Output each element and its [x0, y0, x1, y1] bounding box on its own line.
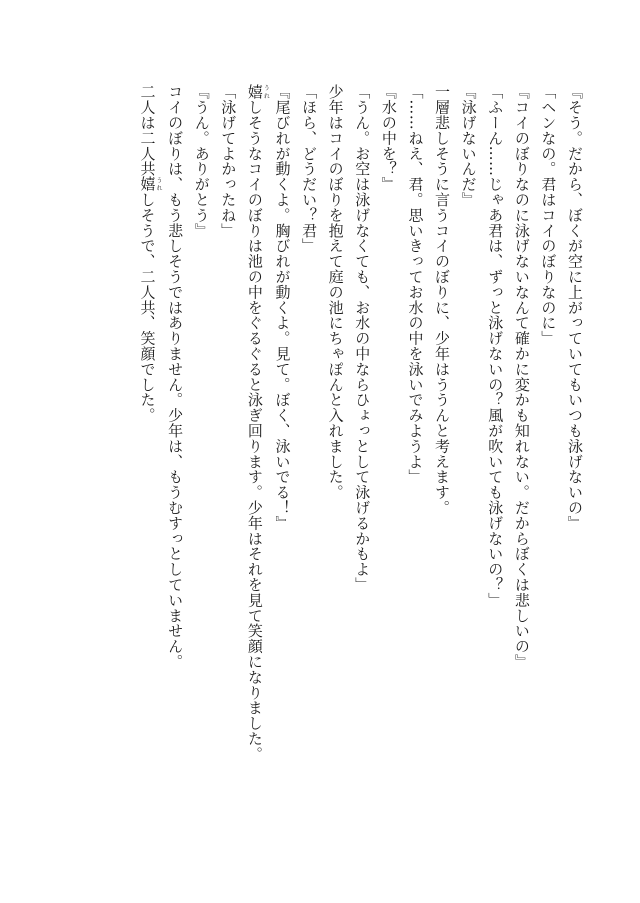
text-line: 『うん。ありがとう』 — [192, 84, 211, 238]
text-line: 『尾びれが動くよ。胸びれが動くよ。見て。ぼく、泳いでる！』 — [273, 84, 292, 531]
text-line: 『泳げないんだ』 — [459, 84, 478, 208]
text-line: 嬉うれしそうなコイのぼりは池の中をぐるぐると泳ぎ回ります。少年はそれを見て笑顔になりました。 — [245, 84, 270, 762]
text-line: 「ふーん……じゃあ君は、ずっと泳げないの？風が吹いても泳げないの？」 — [486, 84, 505, 608]
ruby-reading: うれ — [155, 176, 162, 192]
text-line: コイのぼりは、もう悲しそうではありません。少年は、もうむすっとしていません。 — [166, 84, 185, 670]
text-line: 『そう。だから、ぼくが空に上がっていてもいつも泳げないの』 — [566, 84, 584, 531]
text-line: 一層悲しそうに言うコイのぼりに、少年はううんと考えます。 — [433, 84, 452, 516]
text-line: 二人は二人共嬉うれしそうで、二人共、笑顔でした。 — [138, 84, 162, 423]
ruby-annotation: 嬉うれ — [138, 176, 162, 192]
text-line: 『コイのぼりなのに泳げないなんて確かに変かも知れない。だからぼくは悲しいの』 — [512, 84, 531, 670]
text-line: 「ほら、どうだい？君」 — [300, 84, 319, 254]
text-line: 『水の中を？』 — [379, 84, 398, 192]
text-line: 「うん。お空は泳げなくても、お水の中ならひょっとして泳げるかもよ」 — [353, 84, 372, 593]
text-line: 少年はコイのぼりを抱えて庭の池にちゃぽんと入れました。 — [326, 84, 345, 500]
text-line: 「ヘンなの。君はコイのぼりなのに」 — [539, 84, 558, 346]
vertical-text-body — [134, 84, 588, 774]
text-line: 「泳げてよかったね」 — [219, 84, 238, 238]
ruby-reading: うれ — [262, 84, 270, 100]
ruby-annotation: 嬉うれ — [245, 84, 270, 100]
text-line: 「……ねえ、君。思いきってお水の中を泳いでみようよ」 — [406, 84, 425, 485]
